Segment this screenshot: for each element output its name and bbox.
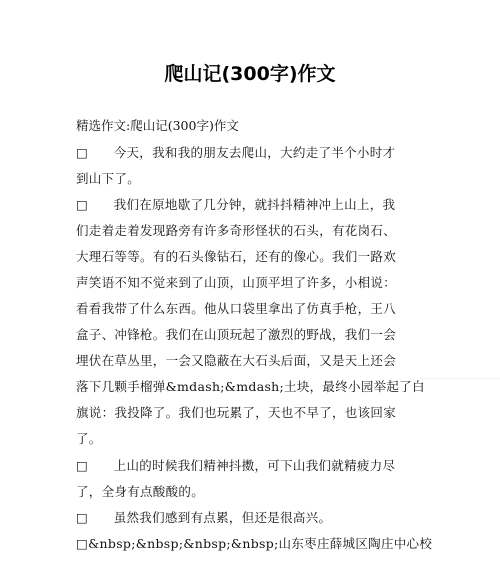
paragraph-line: 到山下了。 (76, 171, 141, 186)
paragraph-2 (76, 192, 426, 452)
paragraph-line: 旗说：我投降了。我们也玩累了，天也不早了，也该回家 (76, 405, 397, 420)
paragraph-line: □ 虽然我们感到有点累，但还是很高兴。 (76, 510, 332, 525)
paragraph-line: 声笑语不知不觉来到了山顶，山顶平坦了许多，小相说： (76, 275, 397, 290)
paragraph-line: 落下几颗手榴弹&mdash;&mdash;土块，最终小园举起了白 (76, 379, 425, 394)
paragraph-line: 了。 (76, 431, 102, 446)
paragraph-5 (76, 531, 433, 557)
divider (420, 378, 500, 379)
paragraph-line: 埋伏在草丛里，一会又隐蔽在大石头后面，又是天上还会 (76, 353, 397, 368)
paragraph-line: 们走着走着发现路旁有许多奇形怪状的石头，有花岗石、 (76, 223, 397, 238)
paragraph-line: □ 上山的时候我们精神抖擞，可下山我们就精疲力尽 (76, 458, 396, 473)
paragraph-line: □&nbsp;&nbsp;&nbsp;&nbsp;山东枣庄薛城区陶庄中心校 (76, 536, 433, 551)
subtitle: 精选作文:爬山记(300字)作文 (76, 118, 239, 133)
paragraph-1 (76, 140, 426, 192)
paragraph-line: 盒子、冲锋枪。我们在山顶玩起了激烈的野战，我们一会 (76, 327, 397, 342)
paragraph-4 (76, 505, 426, 531)
paragraph-line: 看看我带了什么东西。他从口袋里拿出了仿真手枪，王八 (76, 301, 397, 316)
paragraph-3 (76, 453, 426, 505)
paragraph-line: 了，全身有点酸酸的。 (76, 484, 205, 499)
paragraph-line: 大理石等等。有的石头像钻石，还有的像心。我们一路欢 (76, 249, 397, 264)
page-title: 爬山记(300字)作文 (164, 63, 336, 85)
paragraph-line: □ 我们在原地歇了几分钟，就抖抖精神冲上山上，我 (76, 197, 396, 212)
paragraph-line: □ 今天，我和我的朋友去爬山，大约走了半个小时才 (76, 145, 396, 160)
